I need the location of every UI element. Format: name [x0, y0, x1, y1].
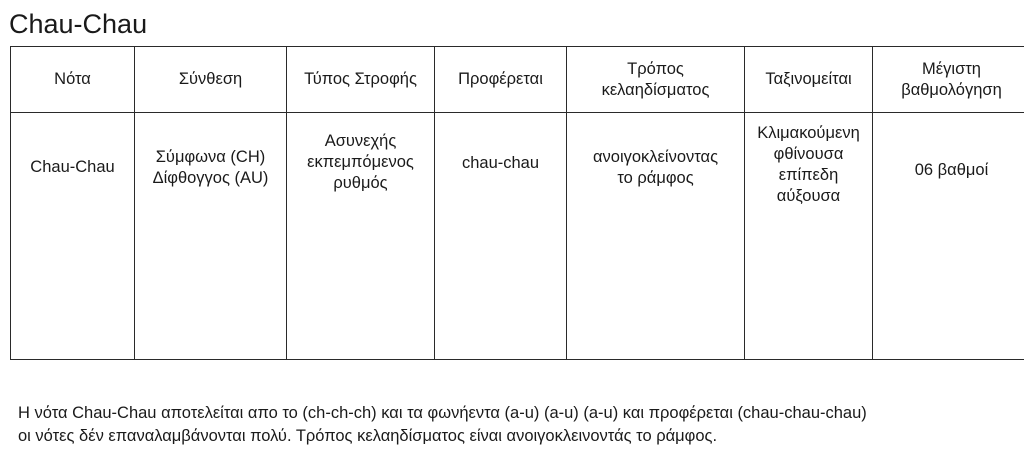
page-title: Chau-Chau	[9, 9, 148, 39]
cell-singing-method: ανοιγοκλείνοντας το ράμφος	[567, 113, 745, 360]
cell-classified: Κλιμακούμενη φθίνουσα επίπεδη αύξουσα	[745, 113, 873, 360]
header-composition: Σύνθεση	[135, 47, 287, 113]
header-max-score: Μέγιστη βαθμολόγηση	[873, 47, 1024, 113]
cell-max-score: 06 βαθμοί	[873, 113, 1024, 360]
header-strophe-type: Τύπος Στροφής	[287, 47, 435, 113]
header-row	[11, 47, 1024, 113]
header-pronounced: Προφέρεται	[435, 47, 567, 113]
table-row	[11, 113, 1024, 360]
notes-table	[10, 46, 1024, 360]
description-line-1: Η νότα Chau-Chau αποτελείται απο το (ch-ch-ch) και τα φωνήεντα (a-u) (a-u) (a-u) και προφέρεται (chau-chau-chau)	[18, 404, 867, 422]
cell-composition: Σύμφωνα (CH) Δίφθογγος (AU)	[135, 113, 287, 360]
cell-pronounced: chau-chau	[435, 113, 567, 360]
description-line-2: οι νότες δέν επαναλαμβάνονται πολύ. Τρόπος κελαηδίσματος είναι ανοιγοκλεινοντάς το ράμφος.	[18, 427, 718, 445]
cell-note: Chau-Chau	[11, 113, 135, 360]
header-singing-method: Τρόπος κελαηδίσματος	[567, 47, 745, 113]
header-note: Νότα	[11, 47, 135, 113]
table-header	[11, 47, 1024, 113]
header-classified: Ταξινομείται	[745, 47, 873, 113]
cell-strophe-type: Ασυνεχής εκπεμπόμενος ρυθμός	[287, 113, 435, 360]
table-body	[11, 113, 1024, 360]
description-paragraph	[18, 402, 1022, 448]
